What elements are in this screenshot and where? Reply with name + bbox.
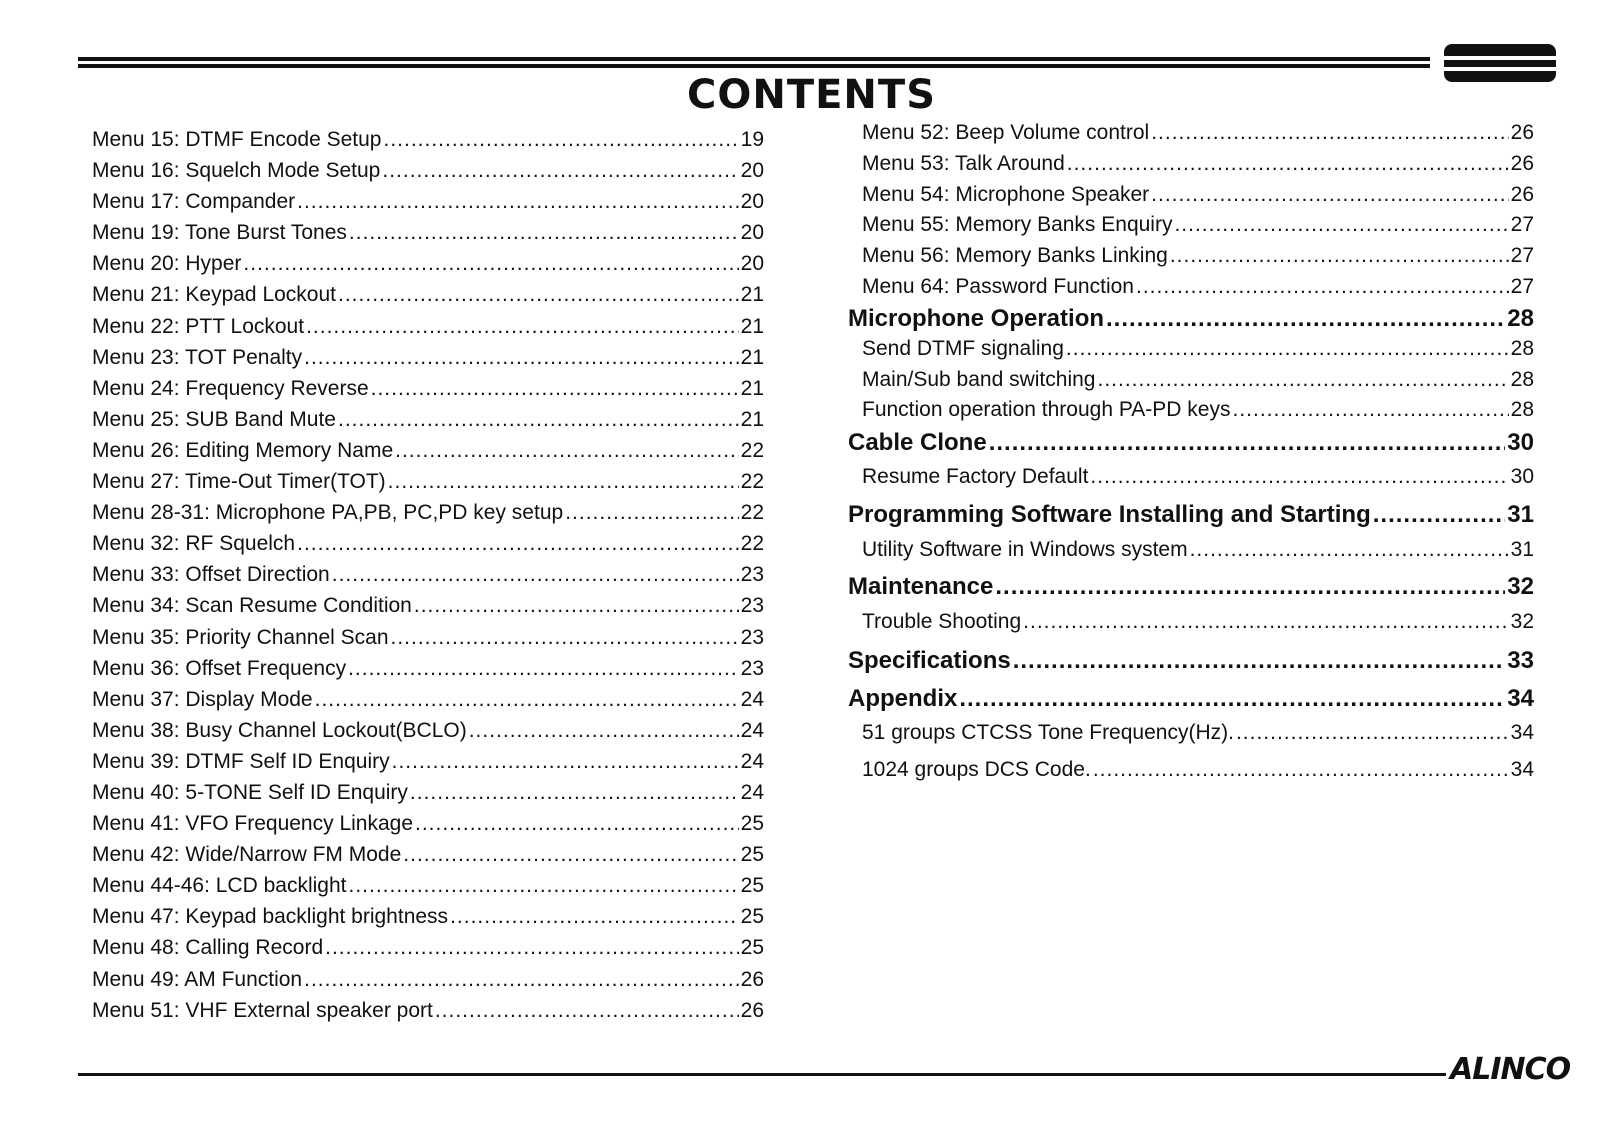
toc-entry[interactable] (92, 248, 764, 279)
toc-entry[interactable] (848, 465, 1534, 489)
toc-entry-title: Menu 39: DTMF Self ID Enquiry (92, 749, 390, 773)
toc-entry-title: Menu 64: Password Function (862, 275, 1134, 298)
toc-entry-title: Menu 25: SUB Band Mute (92, 407, 336, 431)
toc-entry[interactable] (92, 590, 764, 621)
toc-page-number: 24 (740, 718, 764, 742)
toc-entry-title: Menu 20: Hyper (92, 252, 242, 276)
footer-rule (78, 1073, 1446, 1076)
toc-entry-title: Menu 24: Frequency Reverse (92, 376, 369, 400)
toc-page-number: 25 (740, 843, 764, 867)
toc-entry-title: Menu 44-46: LCD backlight (92, 874, 347, 898)
toc-dot-leader (1106, 305, 1505, 333)
toc-entry[interactable] (92, 466, 764, 497)
toc-page-number: 30 (1510, 465, 1534, 488)
toc-page-number: 20 (740, 221, 764, 245)
toc-entry[interactable] (92, 497, 764, 528)
toc-page-number: 31 (1507, 501, 1534, 528)
toc-dot-leader (995, 573, 1505, 601)
toc-page-number: 30 (1507, 429, 1534, 456)
toc-dot-leader (1066, 337, 1509, 361)
toc-page-number: 25 (740, 936, 764, 960)
header-double-rule (78, 57, 1430, 69)
toc-page-number: 26 (1510, 152, 1534, 175)
toc-entry[interactable] (92, 373, 764, 404)
toc-dot-leader (338, 279, 739, 310)
toc-entry[interactable] (92, 995, 764, 1026)
toc-dot-leader (1170, 244, 1509, 268)
toc-page-number: 33 (1507, 647, 1534, 674)
toc-page-number: 23 (740, 656, 764, 680)
toc-page-number: 24 (740, 687, 764, 711)
tab-stripe (1444, 67, 1556, 71)
toc-entry-title: Resume Factory Default (862, 465, 1089, 488)
toc-dot-leader (315, 684, 739, 715)
toc-entry-title: Menu 42: Wide/Narrow FM Mode (92, 843, 402, 867)
toc-dot-leader (297, 186, 739, 217)
toc-page-number: 28 (1507, 305, 1534, 332)
toc-page-number: 31 (1510, 538, 1534, 561)
toc-dot-leader (348, 870, 738, 901)
toc-entry-title: Menu 32: RF Squelch (92, 532, 296, 556)
toc-entry[interactable] (92, 808, 764, 839)
toc-entry-title: Specifications (848, 647, 1011, 674)
toc-entry[interactable] (92, 186, 764, 217)
toc-entry-title: Menu 41: VFO Frequency Linkage (92, 812, 414, 836)
toc-page-number: 28 (1510, 368, 1534, 391)
toc-entry-title: Menu 27: Time-Out Timer(TOT) (92, 470, 386, 494)
toc-dot-leader (338, 404, 739, 435)
toc-page-number: 19 (740, 128, 764, 151)
toc-dot-leader (388, 466, 739, 497)
toc-dot-leader (349, 217, 739, 248)
toc-page-number: 20 (740, 190, 764, 214)
toc-entry[interactable] (92, 964, 764, 995)
toc-entry[interactable] (92, 777, 764, 808)
toc-entry-title: Utility Software in Windows system (862, 538, 1188, 561)
page-title: CONTENTS (686, 72, 936, 118)
toc-dot-leader (1190, 538, 1509, 562)
toc-entry[interactable] (92, 155, 764, 186)
toc-entry[interactable] (848, 213, 1534, 237)
toc-page-number: 21 (740, 283, 764, 307)
toc-page-number: 22 (740, 532, 764, 556)
toc-entry[interactable] (848, 501, 1534, 529)
toc-entry-title: Menu 49: AM Function (92, 967, 303, 991)
toc-dot-leader (304, 342, 739, 373)
toc-entry-title: Programming Software Installing and Starting (848, 501, 1371, 528)
toc-entry[interactable] (92, 435, 764, 466)
toc-dot-leader (1232, 398, 1508, 422)
toc-page-number: 20 (740, 252, 764, 276)
toc-dot-leader (392, 746, 739, 777)
toc-entry-title: Menu 17: Compander (92, 190, 296, 214)
toc-page-number: 21 (740, 345, 764, 369)
toc-page-number: 22 (740, 438, 764, 462)
toc-dot-leader (435, 995, 739, 1026)
toc-entry[interactable] (92, 279, 764, 310)
toc-page-number: 26 (740, 998, 764, 1022)
toc-page-number: 26 (1510, 183, 1534, 206)
toc-dot-leader (1373, 501, 1506, 529)
toc-page-number: 22 (740, 501, 764, 525)
toc-dot-leader (1093, 758, 1509, 782)
toc-entry[interactable] (848, 538, 1534, 562)
toc-dot-leader (1174, 213, 1508, 237)
toc-entry-title: Menu 15: DTMF Encode Setup (92, 128, 382, 151)
toc-page-number: 25 (740, 874, 764, 898)
toc-dot-leader (371, 373, 739, 404)
header-rule-lower (78, 64, 1430, 68)
toc-entry[interactable] (92, 217, 764, 248)
toc-dot-leader (1090, 465, 1508, 489)
toc-dot-leader (297, 528, 739, 559)
toc-entry[interactable] (92, 901, 764, 932)
toc-entry[interactable] (848, 721, 1534, 745)
toc-dot-leader (382, 155, 738, 186)
toc-entry-title: Menu 47: Keypad backlight brightness (92, 905, 449, 929)
toc-entry[interactable] (848, 610, 1534, 634)
toc-entry[interactable] (92, 653, 764, 684)
toc-entry-title: Menu 21: Keypad Lockout (92, 283, 337, 307)
toc-entry-title: Menu 26: Editing Memory Name (92, 438, 394, 462)
toc-entry-title: Send DTMF signaling (862, 337, 1064, 360)
toc-entry-title: 1024 groups DCS Code. (862, 758, 1091, 781)
toc-entry-title: Menu 37: Display Mode (92, 687, 313, 711)
toc-entry-title: Menu 56: Memory Banks Linking (862, 244, 1168, 267)
toc-entry[interactable] (848, 183, 1534, 207)
toc-page-number: 34 (1507, 685, 1534, 712)
toc-entry-title: Menu 55: Memory Banks Enquiry (862, 213, 1173, 236)
toc-dot-leader (243, 248, 738, 279)
toc-page-number: 27 (1510, 275, 1534, 298)
toc-page-number: 21 (740, 376, 764, 400)
toc-page-number: 20 (740, 159, 764, 183)
toc-entry[interactable] (848, 647, 1534, 675)
toc-entry[interactable] (92, 404, 764, 435)
toc-entry[interactable] (848, 758, 1534, 782)
toc-entry-title: Microphone Operation (848, 305, 1105, 332)
toc-entry-title: Menu 35: Priority Channel Scan (92, 625, 389, 649)
toc-entry-title: Menu 53: Talk Around (862, 152, 1065, 175)
toc-page-number: 26 (740, 967, 764, 991)
toc-dot-leader (450, 901, 739, 932)
toc-entry[interactable] (92, 839, 764, 870)
toc-dot-leader (410, 777, 739, 808)
toc-page-number: 23 (740, 625, 764, 649)
toc-entry-title: Menu 33: Offset Direction (92, 563, 330, 587)
toc-dot-leader (989, 429, 1506, 457)
toc-entry[interactable] (92, 311, 764, 342)
toc-entry-title: Appendix (848, 685, 958, 712)
toc-entry-title: Menu 54: Microphone Speaker (862, 183, 1150, 206)
toc-entry-title: Menu 34: Scan Resume Condition (92, 594, 412, 618)
toc-page-number: 24 (740, 780, 764, 804)
toc-entry[interactable] (92, 528, 764, 559)
toc-entry-title: Menu 22: PTT Lockout (92, 314, 305, 338)
toc-entry[interactable] (848, 368, 1534, 392)
toc-dot-leader (414, 590, 739, 621)
toc-dot-leader (415, 808, 739, 839)
toc-entry[interactable] (848, 121, 1534, 145)
toc-entry[interactable] (92, 684, 764, 715)
toc-page-number: 28 (1510, 398, 1534, 421)
toc-page-number: 34 (1510, 758, 1534, 781)
toc-dot-leader (325, 932, 739, 963)
toc-dot-leader (1013, 647, 1506, 675)
toc-entry[interactable] (92, 124, 764, 155)
toc-entry[interactable] (848, 337, 1534, 361)
toc-left-column (92, 124, 764, 1026)
toc-page-number: 27 (1510, 213, 1534, 236)
toc-page-number: 28 (1510, 337, 1534, 360)
toc-entry[interactable] (848, 573, 1534, 601)
toc-page-number: 23 (740, 563, 764, 587)
toc-entry[interactable] (848, 398, 1534, 422)
toc-dot-leader (1151, 183, 1508, 207)
toc-dot-leader (304, 964, 739, 995)
toc-entry[interactable] (848, 685, 1534, 713)
toc-page-number: 32 (1507, 573, 1534, 600)
toc-entry[interactable] (92, 342, 764, 373)
toc-entry-title: Maintenance (848, 573, 994, 600)
toc-dot-leader (565, 497, 738, 528)
toc-dot-leader (1067, 152, 1509, 176)
toc-entry-title: 51 groups CTCSS Tone Frequency(Hz). (862, 721, 1234, 744)
toc-dot-leader (332, 559, 739, 590)
toc-dot-leader (306, 311, 739, 342)
toc-entry-title: Menu 23: TOT Penalty (92, 345, 303, 369)
toc-dot-leader (1097, 368, 1508, 392)
toc-entry[interactable] (92, 622, 764, 653)
toc-entry[interactable] (92, 746, 764, 777)
tab-stripe (1444, 56, 1556, 60)
toc-dot-leader (469, 715, 739, 746)
toc-entry[interactable] (848, 244, 1534, 268)
toc-page-number: 25 (740, 812, 764, 836)
toc-dot-leader (959, 685, 1505, 713)
toc-dot-leader (395, 435, 739, 466)
toc-page-number: 26 (1510, 121, 1534, 144)
toc-entry[interactable] (92, 932, 764, 963)
toc-entry-title: Menu 40: 5-TONE Self ID Enquiry (92, 780, 408, 804)
header-rule-upper (78, 57, 1430, 61)
toc-entry[interactable] (92, 870, 764, 901)
toc-dot-leader (1023, 610, 1508, 634)
toc-entry[interactable] (848, 305, 1534, 333)
toc-entry-title: Main/Sub band switching (862, 368, 1096, 391)
toc-entry-title: Menu 48: Calling Record (92, 936, 324, 960)
toc-entry-title: Menu 38: Busy Channel Lockout(BCLO) (92, 718, 467, 742)
toc-dot-leader (383, 124, 738, 155)
toc-dot-leader (403, 839, 738, 870)
toc-page-number: 21 (740, 407, 764, 431)
toc-entry[interactable] (848, 429, 1534, 457)
toc-page-number: 25 (740, 905, 764, 929)
toc-entry-title: Function operation through PA-PD keys (862, 398, 1231, 421)
toc-page-number: 21 (740, 314, 764, 338)
toc-entry[interactable] (92, 559, 764, 590)
toc-entry[interactable] (848, 152, 1534, 176)
toc-entry-title: Menu 36: Offset Frequency (92, 656, 347, 680)
toc-entry-title: Trouble Shooting (862, 610, 1022, 633)
toc-entry[interactable] (92, 715, 764, 746)
toc-dot-leader (1136, 275, 1509, 299)
toc-entry-title: Menu 52: Beep Volume control (862, 121, 1150, 144)
toc-entry-title: Cable Clone (848, 429, 987, 456)
toc-page-number: 32 (1510, 610, 1534, 633)
brand-logo: ALINCO (1450, 1052, 1571, 1087)
toc-dot-leader (1236, 721, 1509, 745)
toc-page-number: 23 (740, 594, 764, 618)
toc-dot-leader (348, 653, 739, 684)
toc-entry-title: Menu 16: Squelch Mode Setup (92, 159, 381, 183)
toc-dot-leader (1151, 121, 1508, 145)
toc-entry-title: Menu 19: Tone Burst Tones (92, 221, 347, 245)
toc-entry-title: Menu 51: VHF External speaker port (92, 998, 433, 1022)
toc-page-number: 24 (740, 749, 764, 773)
toc-entry-title: Menu 28-31: Microphone PA,PB, PC,PD key setup (92, 501, 564, 525)
toc-page-number: 22 (740, 470, 764, 494)
toc-entry[interactable] (848, 275, 1534, 299)
toc-dot-leader (391, 622, 739, 653)
toc-page-number: 27 (1510, 244, 1534, 267)
toc-page-number: 34 (1510, 721, 1534, 744)
